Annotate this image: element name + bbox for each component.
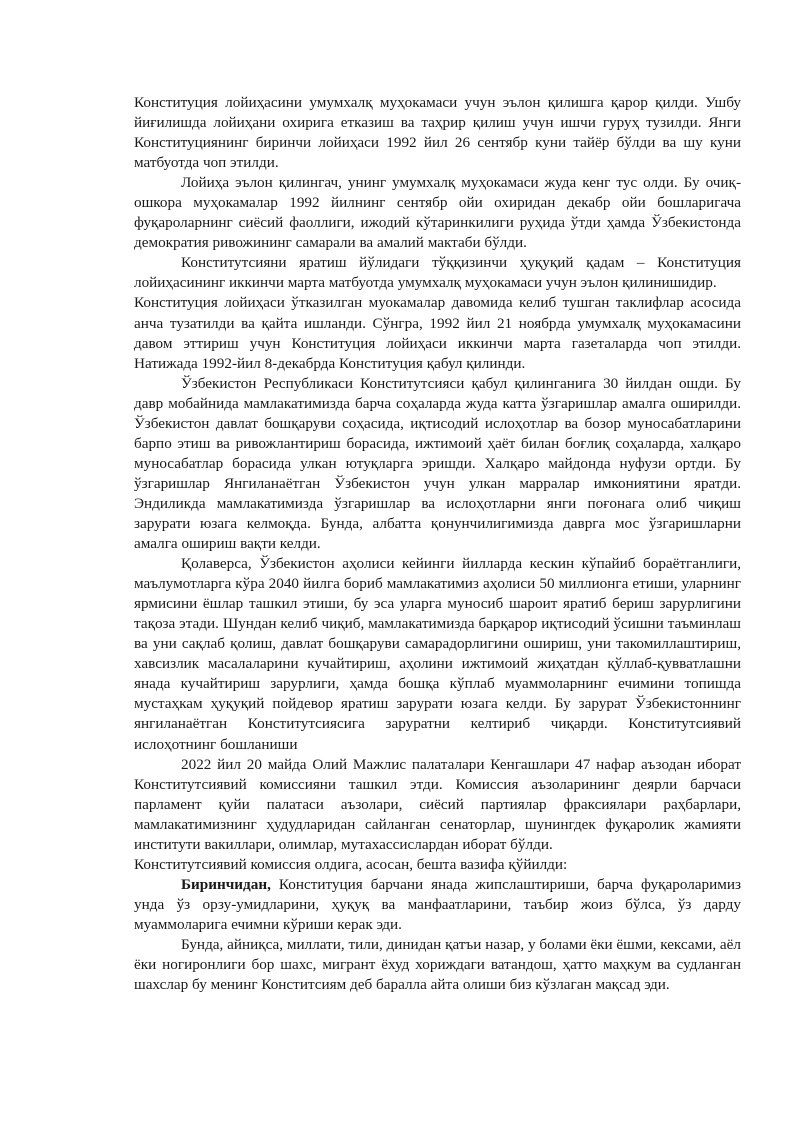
paragraph-5: Ўзбекистон Республикаси Конститутсияси қабул қилинганига 30 йилдан ошди. Бу давр мобайнида мамлакатимизда барча соҳаларда жуда катта ўзгаришлар амалга оширилди. Ўзбекистон давлат бошқаруви соҳасида, иқтисодий ислоҳотлар ва бозор муносабатларини барпо этиш ва ривожлантириш борасида, ижтимоий ҳаёт билан боғлиқ соҳаларда, халқаро муносабатлар борасида улкан ютуқларга эришди. Халқаро майдонда нуфузи ортди. Бу ўзгаришлар Янгиланаётган Ўзбекистон учун улкан марралар имкониятини яратди. Эндиликда мамлакатимизда ўзгаришлар ва ислоҳотларни янги поғонага олиб чиқиш зарурати юзага келмоқда. Бунда, албатта қонунчилигимизда даврга мос ўзгаришларни амалга ошириш вақти келди. [134, 374, 741, 553]
paragraph-10: Бунда, айниқса, миллати, тили, динидан қатъи назар, у болами ёки ёшми, кексами, аёл ёки ногиронлиги бор шахс, мигрант ёхуд хориждаги ватандош, ҳатто маҳкум ва судланган шахслар бу менинг Конститсиям деб баралла айта олиши биз кўзлаган мақсад эди. [134, 935, 741, 994]
paragraph-9-body: Конституция барчани янада жипслаштириши, барча фуқароларимиз унда ўз орзу-умидларини, ҳуқуқ ва манфаатларини, таъбир жоиз бўлса, ўз дарду муаммоларига ечимни кўриши керак эди. [134, 875, 741, 933]
document-page [134, 93, 741, 995]
paragraph-1: Конституция лойиҳасини умумхалқ муҳокамаси учун эълон қилишга қарор қилди. Ушбу йиғилишда лойиҳани охирига етказиш ва таҳрир қилиш учун ишчи гуруҳ тузилди. Янги Конституциянинг биринчи лойиҳаси 1992 йил 26 сентябр куни тайёр бўлди ва шу куни матбуотда чоп этилди. [134, 94, 741, 172]
paragraph-9-lead: Биринчидан, [181, 875, 271, 893]
paragraph-2: Лойиҳа эълон қилингач, унинг умумхалқ муҳокамаси жуда кенг тус олди. Бу очиқ-ошкора муҳокамалар 1992 йилнинг сентябр ойи охиридан декабр ойи бошларигача фуқароларнинг сиёсий фаоллиги, ижодий кўтаринкилиги руҳида ўтди ҳамда Ўзбекистонда демократия ривожининг самарали ва амалий мактаби бўлди. [134, 174, 741, 252]
paragraph-9 [134, 875, 741, 935]
paragraph-8: Конститутсиявий комиссия олдига, асосан, бешта вазифа қўйилди: [134, 855, 568, 873]
paragraph-3: Конститутсияни яратиш йўлидаги тўққизинчи ҳуқуқий қадам – Конституция лойиҳасининг иккинчи марта матбуотда умумхалқ муҳокамаси учун эълон қилинишидир. [134, 254, 741, 292]
paragraph-4: Конституция лойиҳаси ўтказилган муокамалар давомида келиб тушган таклифлар асосида анча тузатилди ва қайта ишланди. Сўнгра, 1992 йил 21 ноябрда умумхалқ муҳокамасини давом эттириш учун Конституция лойиҳаси иккинчи марта газеталарда чоп этилди. Натижада 1992-йил 8-декабрда Конституция қабул қилинди. [134, 294, 741, 372]
paragraph-6: Қолаверса, Ўзбекистон аҳолиси кейинги йилларда кескин кўпайиб бораётганлиги, маълумотларга кўра 2040 йилга бориб мамлакатимиз аҳолиси 50 миллионга етиши, уларнинг ярмисини ёшлар ташкил этиши, бу эса уларга муносиб шароит яратиб бериш зарурлигини тақоза этади. Шундан келиб чиқиб, мамлакатимизда барқарор иқтисодий ўсишни таъминлаш ва уни сақлаб қолиш, давлат бошқаруви самарадорлигини ошириш, уни такомиллаштириш, хавсизлик масалаларини кучайтириш, аҳолини ижтимоий жиҳатдан қўллаб-қувватлашни янада кучайтириш зарурлиги, ҳамда бошқа кўплаб муаммоларнинг ечимини топишда мустаҳкам ҳуқуқий пойдевор яратиш зарурати юзага келди. Бу зарурат Ўзбекистоннинг янгиланаётган Конститутсиясига заруратни келтириб чиқарди. Конститутсиявий ислоҳотнинг бошланиши [134, 555, 741, 753]
paragraph-7: 2022 йил 20 майда Олий Мажлис палаталари Кенгашлари 47 нафар аъзодан иборат Конститутсиявий комиссияни ташкил этди. Комиссия аъзоларининг деярли барчаси парламент қуйи палатаси аъзолари, сиёсий партиялар фраксиялари раҳбарлари, мамлакатимизнинг ҳудудларидан сайланган сенаторлар, шунингдек фуқаролик жамияти институти вакиллари, олимлар, мутахассислардан иборат бўлди. [134, 755, 741, 853]
